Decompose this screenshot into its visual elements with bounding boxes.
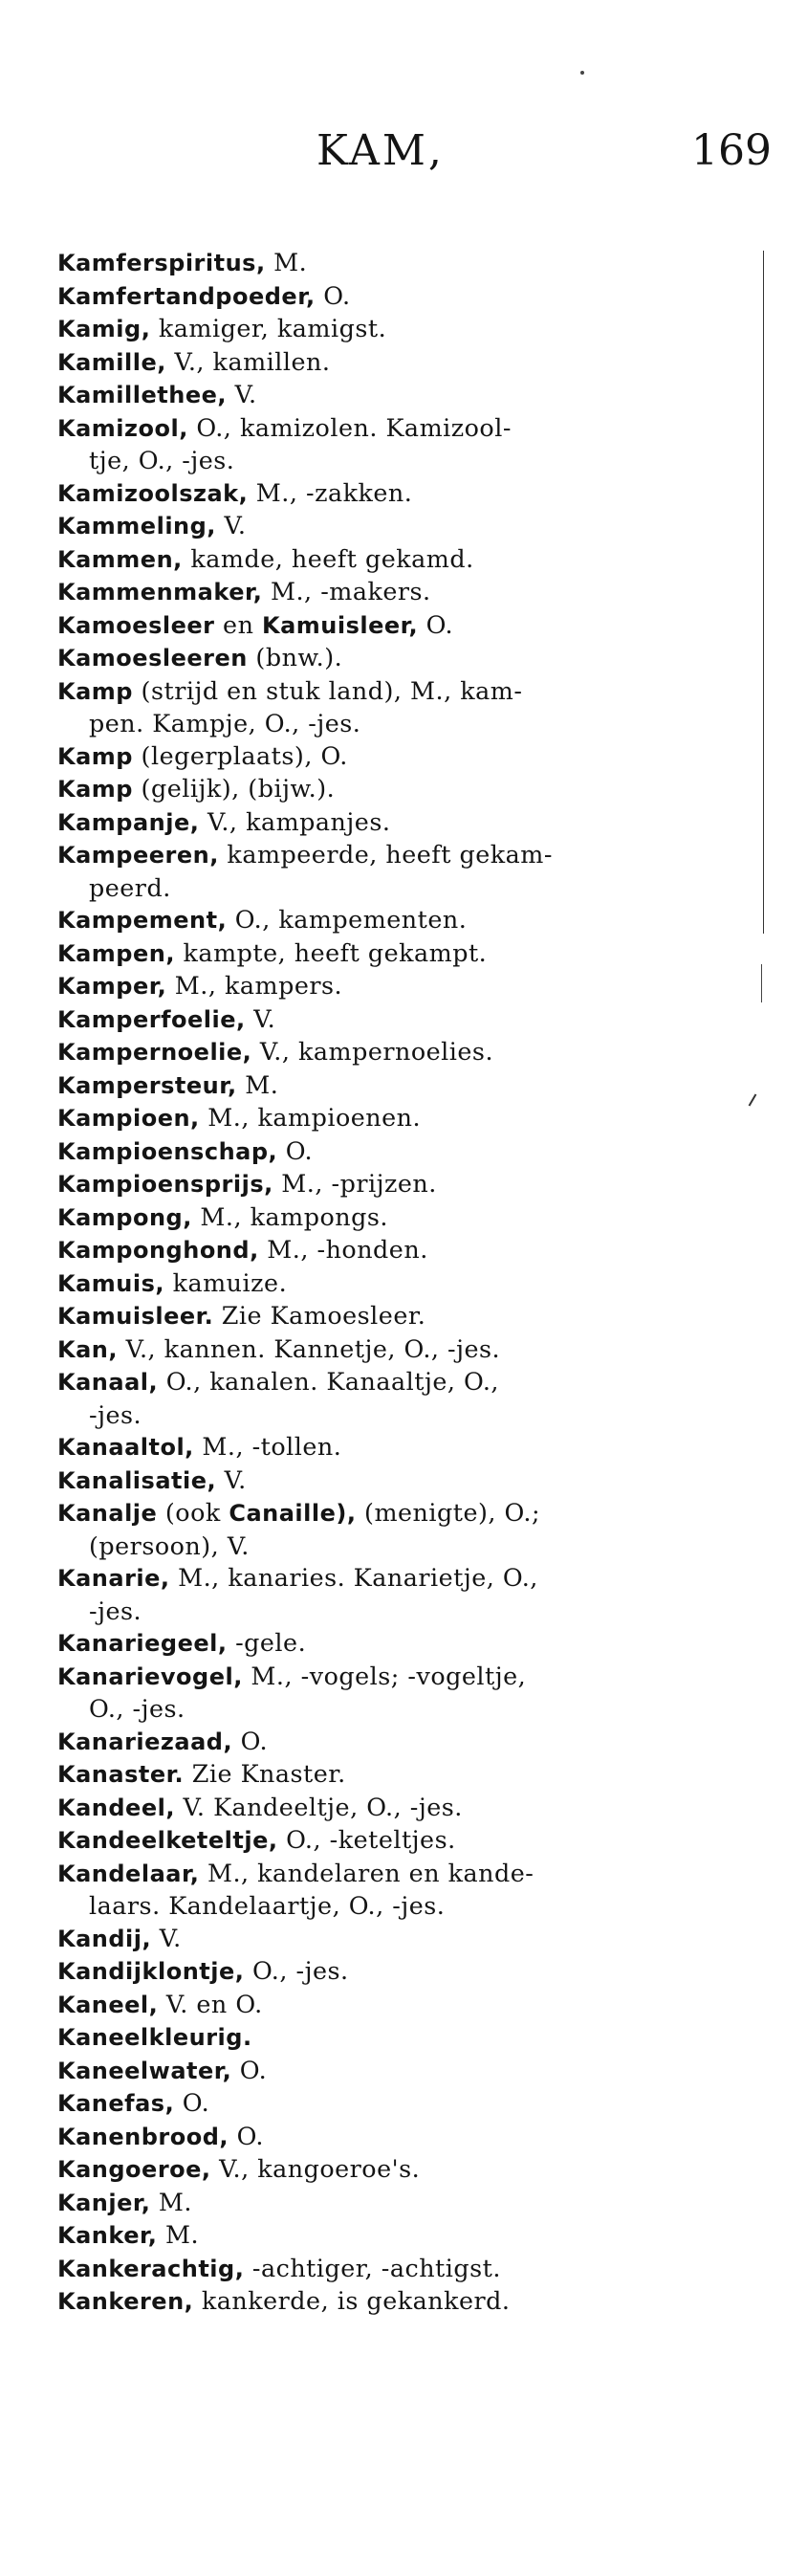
dictionary-entry xyxy=(57,1497,755,1562)
entry-line xyxy=(57,774,335,803)
dictionary-entry xyxy=(57,412,755,477)
entry-continuation: -jes. xyxy=(89,1596,142,1625)
dictionary-entry xyxy=(57,247,755,280)
dictionary-entry xyxy=(57,970,755,1003)
entry-headword: Kan, xyxy=(57,1335,118,1363)
entry-definition: M. xyxy=(265,248,308,276)
entry-line xyxy=(57,971,342,1000)
entry-definition: V. xyxy=(151,1923,182,1952)
entry-line xyxy=(57,610,453,639)
entry-line xyxy=(57,643,342,672)
entry-definition: O. xyxy=(277,1135,314,1165)
entry-headword: Kampong, xyxy=(57,1203,192,1231)
entry-continuation: tje, O., -jes. xyxy=(89,446,235,474)
dictionary-entry xyxy=(57,1366,755,1431)
dictionary-entry xyxy=(57,1792,755,1825)
entry-headword: Kandelaar, xyxy=(57,1860,200,1887)
dictionary-entry xyxy=(57,1333,755,1367)
entry-definition: M., -makers. xyxy=(262,577,431,605)
dictionary-entry xyxy=(57,839,755,904)
entry-definition: O., kanalen. Kanaaltje, O., xyxy=(158,1367,499,1396)
entry-line xyxy=(57,248,307,276)
entry-headword: Kamper, xyxy=(57,973,167,1000)
dictionary-entry xyxy=(57,609,755,643)
entry-definition: O., kamizolen. Kamizool- xyxy=(187,412,512,442)
entry-definition: M. xyxy=(236,1069,279,1099)
dictionary-entry xyxy=(57,346,755,380)
entry-definition: V. xyxy=(245,1003,276,1033)
dictionary-entry xyxy=(57,1135,755,1169)
entry-line xyxy=(57,1465,247,1494)
entry-line xyxy=(57,1727,268,1755)
entry-definition: kamiger, kamigst. xyxy=(150,314,387,342)
entry-definition: O. xyxy=(229,2121,265,2150)
dictionary-entry xyxy=(57,740,755,774)
entry-line xyxy=(57,1759,346,1788)
entry-headword: Kanaal, xyxy=(57,1369,159,1396)
entry-line xyxy=(57,544,474,573)
entry-headword: Kandijklontje, xyxy=(57,1958,245,1985)
entry-headword: Kammeling, xyxy=(57,513,216,539)
entry-line xyxy=(57,2122,264,2150)
dictionary-entry xyxy=(57,1627,755,1661)
entry-headword: Kanefas, xyxy=(57,2090,175,2117)
dictionary-entry xyxy=(57,576,755,609)
dictionary-entry xyxy=(57,2055,755,2088)
dictionary-entry xyxy=(57,543,755,577)
entry-headword: Kanariegeel, xyxy=(57,1630,228,1657)
dictionary-entry xyxy=(57,1726,755,1759)
entry-line xyxy=(57,1070,278,1099)
dictionary-entry xyxy=(57,1300,755,1333)
entry-line xyxy=(57,1268,287,1297)
entry-headword: Kamuis, xyxy=(57,1269,165,1297)
entry-headword: Kaneel, xyxy=(57,1991,159,2018)
dictionary-entry xyxy=(57,773,755,806)
entry-definition: kampte, heeft gekampt. xyxy=(174,937,488,967)
entry-headword: Kammenmaker, xyxy=(57,579,263,605)
entry-line xyxy=(57,2022,252,2051)
entry-headword: Kamizool, xyxy=(57,414,188,442)
entry-definition: O. xyxy=(232,1726,269,1755)
entry-line xyxy=(57,314,386,342)
entry-headword: Kampeeren, xyxy=(57,842,219,869)
dictionary-entry xyxy=(57,1036,755,1069)
entry-definition: V. xyxy=(216,1464,247,1494)
dictionary-entry xyxy=(57,2219,755,2253)
entry-line xyxy=(57,2254,501,2282)
entry-definition: -achtiger, -achtigst. xyxy=(244,2253,501,2282)
entry-headword: Kamperfoelie, xyxy=(57,1005,246,1033)
dictionary-entry xyxy=(57,1989,755,2022)
entry-headword: Kampioensprijs, xyxy=(57,1171,273,1198)
entry-line xyxy=(57,1136,313,1165)
entry-definition: O., -keteltjes. xyxy=(277,1825,456,1854)
entry-line xyxy=(57,478,412,507)
entry-definition: M., kampers. xyxy=(166,971,343,1000)
entry-headword: Kamillethee, xyxy=(57,382,227,408)
entry-continuation: (persoon), V. xyxy=(89,1530,250,1560)
entry-line xyxy=(57,1004,275,1033)
entry-line xyxy=(57,577,431,605)
entry-definition: (strijd en stuk land), M., kam- xyxy=(132,675,523,705)
entry-definition: V. en O. xyxy=(158,1989,263,2018)
entry-headword: Kanarievogel, xyxy=(57,1662,243,1690)
entry-headword: Kampement, xyxy=(57,907,228,934)
entry-definition: M. xyxy=(157,2220,200,2249)
entry-definition: (legerplaats), O. xyxy=(132,740,348,770)
entry-definition: (gelijk), (bijw.). xyxy=(132,774,336,803)
dictionary-entry xyxy=(57,2253,755,2286)
entry-line xyxy=(57,2286,510,2315)
dictionary-entry xyxy=(57,2187,755,2220)
entry-line xyxy=(57,1924,182,1952)
dictionary-entry xyxy=(57,1069,755,1103)
entry-line xyxy=(57,1563,538,1592)
entry-headword: Kanariezaad, xyxy=(57,1728,233,1755)
entry-continuation: laars. Kandelaartje, O., -jes. xyxy=(89,1891,446,1920)
entry-headword: Kanjer, xyxy=(57,2189,151,2216)
dictionary-entry xyxy=(57,1562,755,1627)
entry-line xyxy=(57,2056,267,2084)
entry-definition: (bnw.). xyxy=(247,643,343,672)
entry-definition: V., kannen. Kannetje, O., -jes. xyxy=(118,1333,501,1363)
entry-definition: V. xyxy=(227,380,257,408)
entry-definition: M., kanaries. Kanarietje, O., xyxy=(169,1563,538,1592)
entry-definition: M., -vogels; -vogeltje, xyxy=(242,1661,527,1690)
entry-headword: Kampersteur, xyxy=(57,1071,237,1099)
dictionary-entry xyxy=(57,1824,755,1858)
dictionary-entry xyxy=(57,2153,755,2187)
dictionary-entry xyxy=(57,2285,755,2319)
entry-definition: M. xyxy=(150,2187,192,2216)
entry-headword: Kanalje xyxy=(57,1500,158,1527)
entry-headword: Kampernoelie, xyxy=(57,1039,252,1066)
entry-definition: M., kampioenen. xyxy=(199,1103,422,1132)
entry-line xyxy=(57,2188,192,2216)
entry-definition: V., kamillen. xyxy=(165,346,331,376)
dictionary-entry xyxy=(57,1661,755,1726)
entry-line xyxy=(57,1103,421,1132)
entry-definition: V. xyxy=(215,511,247,539)
entry-headword: Kamponghond, xyxy=(57,1237,259,1264)
dictionary-entry xyxy=(57,937,755,971)
entry-definition: O. xyxy=(174,2088,210,2117)
entry-line xyxy=(57,741,348,770)
entry-definition: kankerde, is gekankerd. xyxy=(193,2286,511,2315)
entry-definition: kampeerde, heeft gekam- xyxy=(218,840,553,869)
entry-headword-variant: Canaille), xyxy=(229,1500,357,1527)
entry-definition: M., -prijzen. xyxy=(273,1169,437,1198)
entry-headword: Kaneelwater, xyxy=(57,2057,232,2084)
entry-line xyxy=(57,938,487,967)
entry-definition: -gele. xyxy=(227,1628,307,1657)
entry-line xyxy=(57,511,246,539)
entry-line xyxy=(57,1235,428,1264)
dictionary-entry xyxy=(57,379,755,412)
entry-headword: Kamoesleeren xyxy=(57,645,248,672)
entry-definition-continued: (menigte), O.; xyxy=(356,1498,541,1527)
dictionary-entry xyxy=(57,1923,755,1956)
entry-line xyxy=(57,347,330,376)
entry-continuation: peerd. xyxy=(89,872,171,902)
entry-headword: Kanker, xyxy=(57,2222,158,2249)
dictionary-entry xyxy=(57,1234,755,1267)
entry-line xyxy=(57,676,522,705)
entry-continuation: O., -jes. xyxy=(89,1694,185,1723)
entry-line xyxy=(57,1498,540,1527)
entry-definition: M., -zakken. xyxy=(248,477,413,507)
entry-headword: Kandeelketeltje, xyxy=(57,1827,278,1854)
entry-line xyxy=(57,1432,341,1461)
entry-line xyxy=(57,1169,437,1198)
entry-line xyxy=(57,905,467,934)
entry-line xyxy=(57,1793,463,1821)
entry-line xyxy=(57,1990,263,2018)
dictionary-entry xyxy=(57,2121,755,2154)
entry-headword: Kamp xyxy=(57,742,133,770)
entry-line xyxy=(57,1956,349,1985)
dictionary-entry xyxy=(57,1102,755,1135)
dictionary-entry xyxy=(57,1431,755,1464)
entry-definition: kamde, heeft gekamd. xyxy=(182,543,474,573)
entry-headword: Kangoeroe, xyxy=(57,2156,211,2183)
entry-line xyxy=(57,2154,420,2183)
entry-definition: M., -tollen. xyxy=(193,1432,342,1461)
entry-headword: Kamp xyxy=(57,776,133,803)
entry-definition-continued: O. xyxy=(418,609,454,639)
entry-line xyxy=(57,2088,209,2117)
entry-definition: V., kampanjes. xyxy=(199,806,391,836)
dictionary-entry xyxy=(57,675,755,740)
dictionary-entry xyxy=(57,1858,755,1923)
entry-headword: Kanalisatie, xyxy=(57,1466,217,1494)
dictionary-entry xyxy=(57,510,755,543)
entry-headword: Kankerachtig, xyxy=(57,2255,245,2282)
entry-line xyxy=(57,413,512,442)
dictionary-entry xyxy=(57,313,755,346)
entry-headword: Kammen, xyxy=(57,545,183,573)
entry-headword: Kandij, xyxy=(57,1925,152,1952)
dictionary-entry xyxy=(57,1201,755,1235)
entry-definition: Zie Kamoesleer. xyxy=(213,1301,426,1330)
entry-line xyxy=(57,807,390,836)
dictionary-entry xyxy=(57,2021,755,2055)
entry-definition: V., kangoeroe's. xyxy=(210,2154,421,2183)
dictionary-entry xyxy=(57,1267,755,1301)
entry-headword: Kampioenschap, xyxy=(57,1137,278,1165)
running-head: KAM, xyxy=(316,126,445,175)
entry-definition: Zie Knaster. xyxy=(184,1759,346,1788)
dictionary-entry xyxy=(57,477,755,511)
entry-headword: Kamferspiritus, xyxy=(57,250,266,276)
entry-headword: Kamoesleer xyxy=(57,611,215,639)
entry-definition: O. xyxy=(231,2055,268,2084)
entry-continuation: -jes. xyxy=(89,1399,142,1429)
entry-headword: Kampanje, xyxy=(57,808,200,836)
entry-line xyxy=(57,1202,388,1231)
entry-headword: Kanaster. xyxy=(57,1761,185,1788)
entry-line xyxy=(57,1334,500,1363)
entry-headword: Kanenbrood, xyxy=(57,2123,229,2150)
entry-line xyxy=(57,840,553,869)
entry-definition: O., kampementen. xyxy=(227,905,468,934)
entry-definition: M., kampongs. xyxy=(191,1201,388,1231)
dictionary-entry xyxy=(57,1168,755,1201)
dictionary-entry xyxy=(57,1955,755,1989)
entry-definition: kamuize. xyxy=(164,1267,288,1297)
entry-definition: V., kampernoelies. xyxy=(251,1037,494,1066)
entry-headword: Kaneelkleurig. xyxy=(57,2024,252,2051)
column-rule xyxy=(763,251,764,934)
entry-headword: Kanaaltol, xyxy=(57,1434,194,1461)
dictionary-entry xyxy=(57,806,755,840)
entry-line xyxy=(57,1825,456,1854)
entry-headword: Kampen, xyxy=(57,939,175,967)
entry-headword: Kampioen, xyxy=(57,1105,200,1132)
ink-speck xyxy=(580,71,584,75)
entry-headword: Kamizoolszak, xyxy=(57,479,249,507)
entry-definition: O., -jes. xyxy=(244,1956,349,1985)
dictionary-entry xyxy=(57,2087,755,2121)
column-rule-fragment xyxy=(761,964,762,1002)
entry-headword: Kankeren, xyxy=(57,2288,194,2315)
entry-line xyxy=(57,1859,534,1887)
entry-definition: (ook xyxy=(157,1498,229,1527)
entry-line xyxy=(57,1628,306,1657)
entry-headword: Kamuisleer. xyxy=(57,1303,214,1330)
entry-line xyxy=(57,2220,199,2249)
entry-continuation: pen. Kampje, O., -jes. xyxy=(89,709,361,738)
entry-definition: M., kandelaren en kande- xyxy=(199,1858,534,1887)
entry-headword: Kamp xyxy=(57,677,133,705)
dictionary-entry xyxy=(57,1464,755,1498)
dictionary-entry xyxy=(57,1758,755,1792)
dictionary-entry xyxy=(57,642,755,675)
entry-headword: Kanarie, xyxy=(57,1565,170,1592)
entry-definition: O. xyxy=(315,280,351,310)
entry-definition: V. Kandeeltje, O., -jes. xyxy=(174,1792,463,1821)
entry-line xyxy=(57,1301,425,1330)
entry-headword: Kamille, xyxy=(57,348,166,376)
entry-headword: Kamfertandpoeder, xyxy=(57,282,316,310)
dictionary-entry xyxy=(57,1003,755,1037)
entry-headword: Kandeel, xyxy=(57,1794,175,1821)
dictionary-entry xyxy=(57,280,755,314)
entry-line xyxy=(57,1037,493,1066)
entry-headword-variant: Kamuisleer, xyxy=(262,611,419,639)
entry-list xyxy=(57,247,755,2319)
entry-line xyxy=(57,1662,526,1690)
entry-definition: M., -honden. xyxy=(258,1235,428,1264)
entry-headword: Kamig, xyxy=(57,316,151,342)
dictionary-entry xyxy=(57,904,755,937)
entry-line xyxy=(57,1367,499,1396)
entry-line xyxy=(57,380,257,408)
entry-definition: en xyxy=(214,609,262,639)
entry-line xyxy=(57,281,351,310)
page-number: 169 xyxy=(691,130,772,172)
